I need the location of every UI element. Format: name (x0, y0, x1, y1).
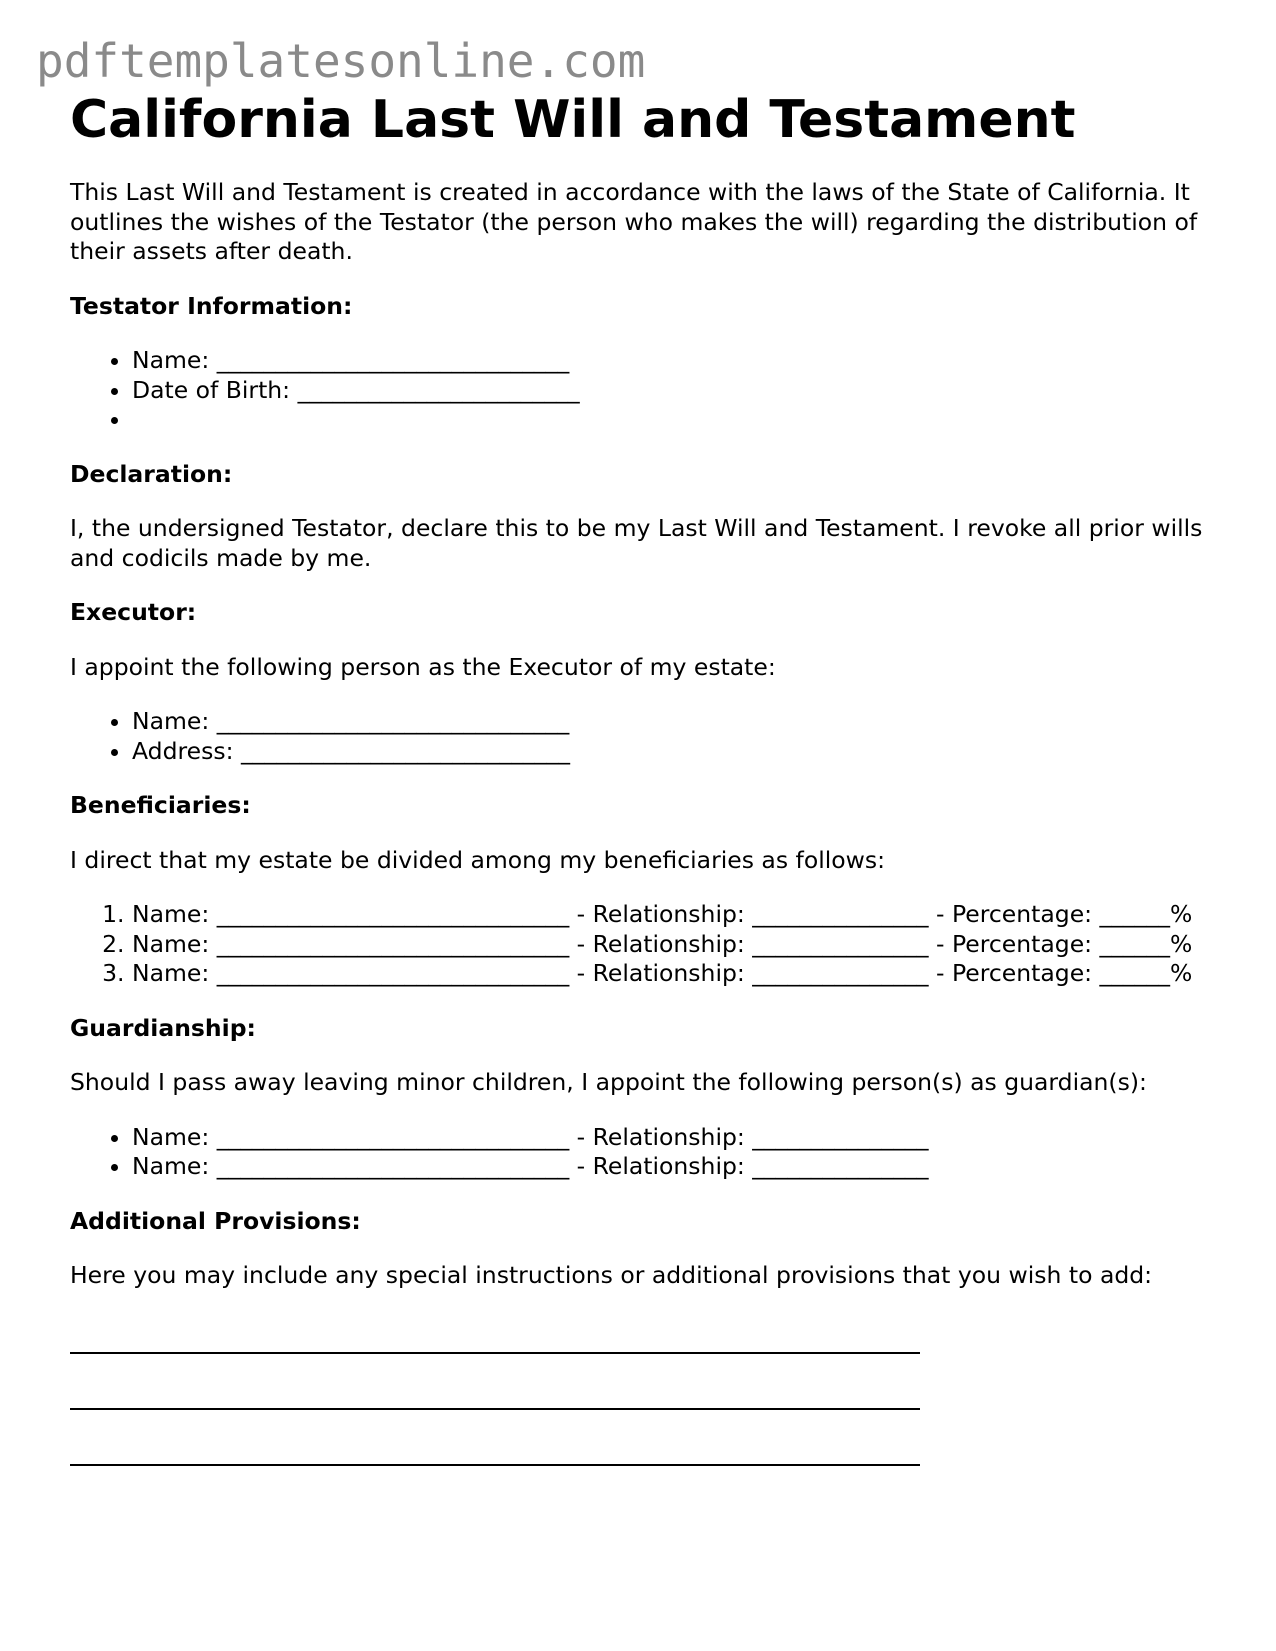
beneficiary-item-3[interactable]: 3. Name: ______________________________ - Relationship: _______________ - Percentage: ______% (132, 959, 1220, 989)
executor-address-field[interactable]: • Address: ____________________________ (132, 737, 1220, 767)
beneficiary-item-2[interactable]: 2. Name: ______________________________ - Relationship: _______________ - Percentage: ______% (132, 930, 1220, 960)
beneficiaries-list (70, 900, 1220, 989)
executor-list (70, 707, 1220, 766)
testator-name-field[interactable]: • Name: ______________________________ (132, 346, 1220, 376)
beneficiary-item-1[interactable]: 1. Name: ______________________________ - Relationship: _______________ - Percentage: ______% (132, 900, 1220, 930)
guardianship-heading: Guardianship: (70, 1013, 256, 1042)
testator-heading: Testator Information: (70, 291, 353, 320)
beneficiaries-text: I direct that my estate be divided among my beneficiaries as follows: (70, 845, 886, 874)
declaration-text: I, the undersigned Testator, declare this to be my Last Will and Testament. I revoke all prior wills and codicils made by me. (70, 514, 1203, 572)
provision-line-3[interactable] (70, 1438, 920, 1466)
guardianship-list (70, 1123, 1220, 1182)
executor-name-field[interactable]: • Name: ______________________________ (132, 707, 1220, 737)
intro-paragraph: This Last Will and Testament is created in accordance with the laws of the State of California. It outlines the wishes of the Testator (the person who makes the will) regarding the distribution of their assets after death. (70, 178, 1198, 265)
testator-list (70, 346, 1220, 435)
guardianship-text: Should I pass away leaving minor children, I appoint the following person(s) as guardian(s): (70, 1068, 1147, 1096)
beneficiaries-heading: Beneficiaries: (70, 791, 251, 819)
declaration-heading: Declaration: (70, 459, 233, 488)
executor-heading: Executor: (70, 598, 197, 626)
executor-text: I appoint the following person as the Executor of my estate: (70, 652, 776, 681)
document-page (70, 88, 1220, 1466)
additional-heading: Additional Provisions: (70, 1206, 361, 1235)
testator-empty-item (132, 405, 1220, 435)
guardian-item-2[interactable]: • Name: ______________________________ - Relationship: _______________ (132, 1152, 1220, 1182)
provision-line-2[interactable] (70, 1382, 920, 1410)
watermark: pdftemplatesonline.com (36, 34, 646, 88)
testator-dob-field[interactable]: • Date of Birth: ________________________ (132, 376, 1220, 406)
additional-text: Here you may include any special instructions or additional provisions that you wish to add: (70, 1261, 1153, 1289)
guardian-item-1[interactable]: • Name: ______________________________ - Relationship: _______________ (132, 1123, 1220, 1153)
provision-line-1[interactable] (70, 1326, 920, 1354)
document-title: California Last Will and Testament (70, 90, 1076, 150)
